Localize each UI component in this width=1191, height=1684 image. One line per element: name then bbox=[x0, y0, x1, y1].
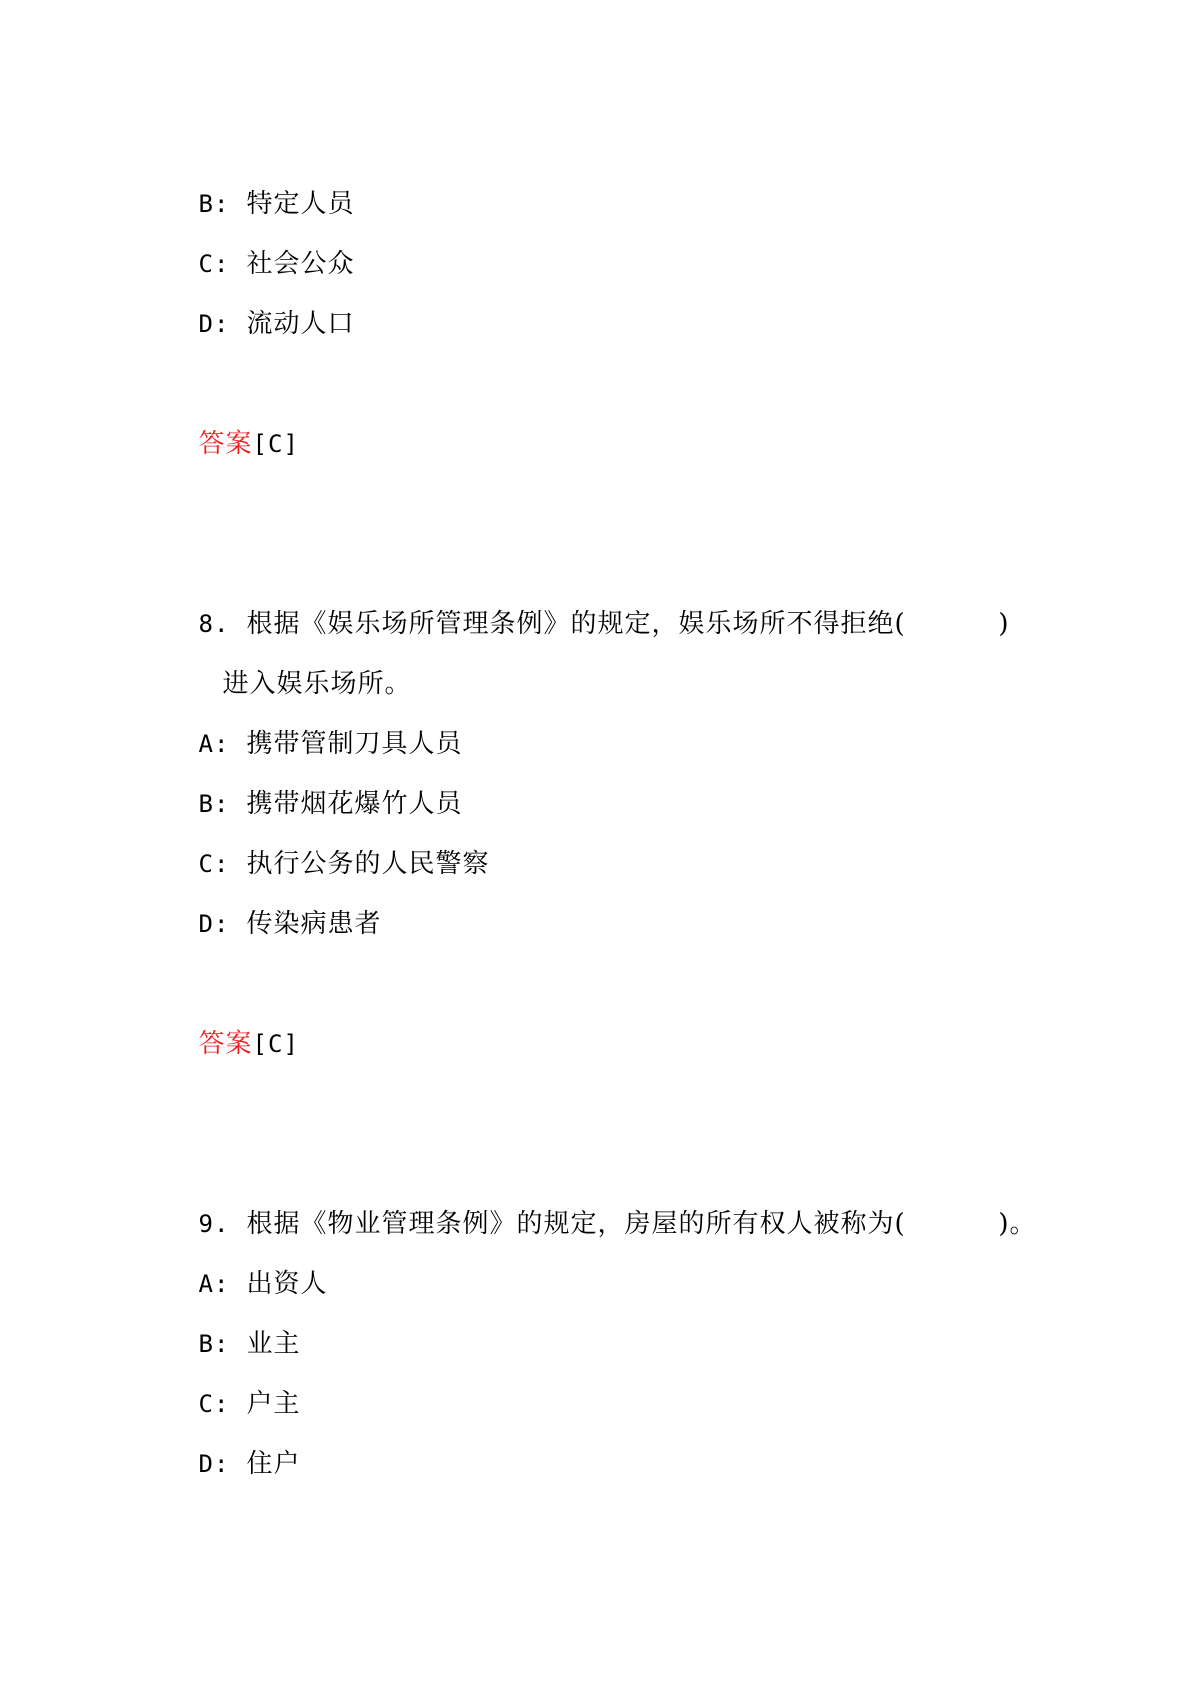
answer-value: [C] bbox=[252, 1030, 299, 1058]
question-9-stem bbox=[180, 1173, 1036, 1241]
option-b bbox=[180, 753, 463, 821]
option-letter: B: bbox=[198, 1330, 230, 1358]
option-letter: C: bbox=[198, 1390, 230, 1418]
option-c bbox=[180, 813, 490, 881]
option-b bbox=[180, 153, 355, 221]
option-c bbox=[180, 1353, 301, 1421]
answer-line bbox=[180, 393, 299, 461]
option-b bbox=[180, 1293, 301, 1361]
option-letter: C: bbox=[198, 250, 230, 278]
question-text: 根据《娱乐场所管理条例》的规定，娱乐场所不得拒绝( ) bbox=[246, 609, 1010, 639]
question-number: 8. bbox=[198, 610, 230, 638]
answer-label: 答案 bbox=[198, 429, 253, 459]
option-text: 携带管制刀具人员 bbox=[246, 729, 463, 759]
option-text: 户主 bbox=[246, 1389, 301, 1419]
option-letter: D: bbox=[198, 910, 230, 938]
option-text: 传染病患者 bbox=[246, 909, 382, 939]
answer-line bbox=[180, 993, 299, 1061]
option-d bbox=[180, 1413, 301, 1481]
option-letter: A: bbox=[198, 1270, 230, 1298]
option-d bbox=[180, 873, 382, 941]
option-letter: D: bbox=[198, 1450, 230, 1478]
option-text: 特定人员 bbox=[246, 189, 355, 219]
question-text: 根据《物业管理条例》的规定，房屋的所有权人被称为( )。 bbox=[246, 1209, 1037, 1239]
option-letter: B: bbox=[198, 190, 230, 218]
option-text: 执行公务的人民警察 bbox=[246, 849, 490, 879]
question-number: 9. bbox=[198, 1210, 230, 1238]
option-letter: D: bbox=[198, 310, 230, 338]
question-text-continued: 进入娱乐场所。 bbox=[222, 669, 412, 699]
option-letter: C: bbox=[198, 850, 230, 878]
option-a bbox=[180, 693, 463, 761]
option-a bbox=[180, 1233, 328, 1301]
option-letter: A: bbox=[198, 730, 230, 758]
answer-value: [C] bbox=[252, 430, 299, 458]
option-text: 业主 bbox=[246, 1329, 301, 1359]
option-text: 住户 bbox=[246, 1449, 301, 1479]
option-text: 社会公众 bbox=[246, 249, 355, 279]
option-text: 出资人 bbox=[246, 1269, 328, 1299]
question-8-stem-continued bbox=[204, 633, 412, 701]
option-letter: B: bbox=[198, 790, 230, 818]
option-text: 携带烟花爆竹人员 bbox=[246, 789, 463, 819]
question-8-stem bbox=[180, 573, 1009, 641]
answer-label: 答案 bbox=[198, 1029, 253, 1059]
option-d bbox=[180, 273, 355, 341]
option-c bbox=[180, 213, 355, 281]
option-text: 流动人口 bbox=[246, 309, 355, 339]
